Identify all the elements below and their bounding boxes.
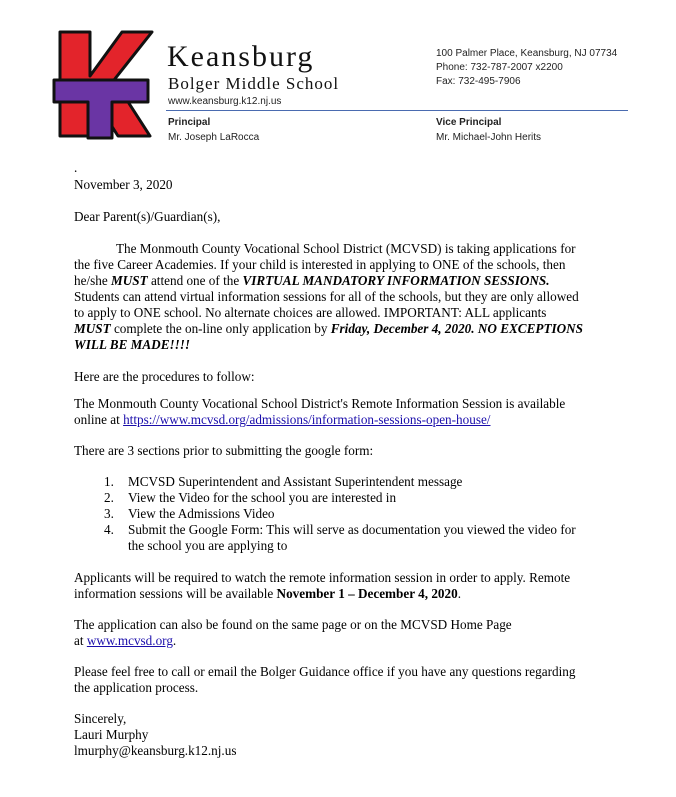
mcvsd-home-link[interactable]: www.mcvsd.org [86,633,173,648]
para-text: complete the on-line only application by [110,321,331,336]
para-line: The Monmouth County Vocational School District (MCVSD) is taking applications for [116,241,576,256]
para-text: . [172,633,177,648]
para-text: . [457,586,462,601]
date-range: November 1 – December 4, 2020 [276,586,458,601]
list-number: 1. [104,474,114,489]
stray-dot: . [74,160,78,175]
list-item [104,506,614,522]
applicants-paragraph [74,570,614,602]
emphasis-deadline: Friday, December 4, 2020. NO EXCEPTIONS [330,321,584,336]
phone-line: Phone: 732-787-2007 x2200 [436,62,563,73]
para-line: Please feel free to call or email the Bolger Guidance office if you have any questions regarding [74,664,576,679]
sections-intro: There are 3 sections prior to submitting the google form: [74,443,374,458]
para-line: Applicants will be required to watch the remote information session in order to apply. Remote [74,570,571,585]
list-text: the school you are applying to [128,538,288,553]
emphasis-no-exceptions: WILL BE MADE!!!! [74,337,191,352]
list-item [104,490,614,506]
emphasis-sessions: VIRTUAL MANDATORY INFORMATION SESSIONS. [242,273,550,288]
vice-principal-title: Vice Principal [436,117,502,128]
intro-paragraph [74,241,614,353]
para-line: The application can also be found on the same page or on the MCVSD Home Page [74,617,512,632]
school-name: Keansburg [167,40,315,73]
para-text: he/she [74,273,111,288]
header-rule [166,110,628,111]
para-line: the application process. [74,680,199,695]
principal-block [168,115,259,145]
para-line: The Monmouth County Vocational School District's Remote Information Session is available [74,396,566,411]
para-line: the five Career Academies. If your child is interested in applying to ONE of the schools, then [74,257,566,272]
principal-title: Principal [168,117,211,128]
list-number: 3. [104,506,114,521]
website-text: www.keansburg.k12.nj.us [168,96,282,107]
list-number: 2. [104,490,114,505]
para-text: at [74,633,87,648]
contact-paragraph [74,664,614,696]
list-text: MCVSD Superintendent and Assistant Superintendent message [128,474,463,489]
application-paragraph [74,617,614,649]
school-subtitle: Bolger Middle School [168,74,340,93]
fax-line: Fax: 732-495-7906 [436,76,521,87]
list-number: 4. [104,522,114,537]
signer-name: Lauri Murphy [74,727,149,742]
para-text: online at [74,412,124,427]
letter-date: November 3, 2020 [74,177,173,192]
steps-list [104,474,614,554]
para-text: information sessions will be available [74,586,277,601]
list-text: View the Video for the school you are interested in [128,490,397,505]
procedures-text: Here are the procedures to follow: [74,369,255,384]
signer-email: lmurphy@keansburg.k12.nj.us [74,743,237,758]
para-text: attend one of the [147,273,243,288]
vice-principal-name: Mr. Michael-John Herits [436,132,542,143]
emphasis-must: MUST [74,321,111,336]
salutation: Dear Parent(s)/Guardian(s), [74,209,221,224]
principal-name: Mr. Joseph LaRocca [168,132,260,143]
vice-principal-block [436,115,541,145]
school-logo [50,28,156,140]
emphasis-must: MUST [111,273,148,288]
list-item [104,522,614,554]
para-line: Students can attend virtual information sessions for all of the schools, but they are only allowed [74,289,579,304]
address-block [436,47,617,89]
address-line: 100 Palmer Place, Keansburg, NJ 07734 [436,48,618,59]
list-text: View the Admissions Video [128,506,275,521]
remote-session-paragraph [74,396,614,428]
para-line: to apply to ONE school. No alternate choices are allowed. IMPORTANT: ALL applicants [74,305,547,320]
closing: Sincerely, [74,711,127,726]
list-item [104,474,614,490]
list-text: Submit the Google Form: This will serve as documentation you viewed the video for [128,522,576,537]
info-session-link[interactable]: https://www.mcvsd.org/admissions/information-sessions-open-house/ [123,412,491,427]
